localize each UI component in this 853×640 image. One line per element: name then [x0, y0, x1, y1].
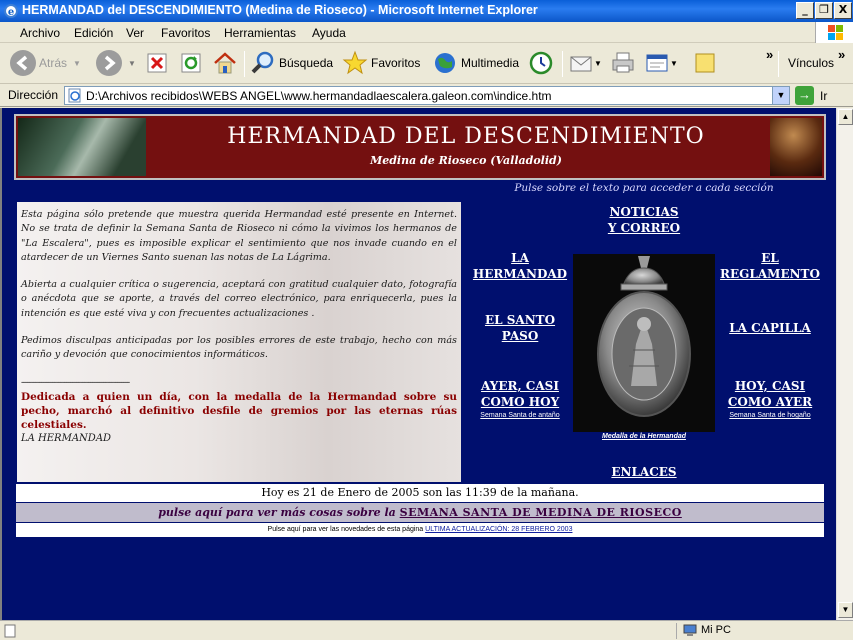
hands-image — [18, 118, 146, 176]
toolbar — [0, 43, 853, 84]
semana-santa-link[interactable] — [16, 503, 824, 522]
nav-santo-paso-line2: PASO — [501, 329, 539, 343]
toolbar-separator — [244, 51, 245, 77]
mail-dropdown-icon[interactable]: ▼ — [594, 58, 602, 68]
go-button[interactable] — [795, 86, 827, 105]
nav-noticias-link[interactable] — [592, 204, 696, 236]
address-url: D:\Archivos recibidos\WEBS ANGEL\www.hermandadlaescalera.galeon.com\indice.htm — [86, 89, 552, 103]
security-zone — [676, 623, 853, 639]
search-label: Búsqueda — [279, 56, 334, 70]
back-dropdown-icon[interactable]: ▼ — [73, 58, 81, 68]
printer-icon — [610, 51, 636, 75]
address-dropdown-icon[interactable]: ▼ — [772, 87, 789, 104]
nav-hoy-line2: COMO AYER — [727, 395, 813, 409]
zone-label: Mi PC — [701, 624, 731, 636]
nav-reglamento-link[interactable] — [718, 250, 822, 282]
back-button[interactable] — [10, 49, 81, 77]
menu-herramientas[interactable]: Herramientas — [224, 26, 297, 40]
home-button[interactable] — [212, 49, 238, 77]
print-button[interactable] — [610, 49, 636, 77]
scroll-down-icon[interactable]: ▼ — [838, 602, 853, 618]
messenger-button[interactable] — [692, 49, 718, 77]
menu-favoritos[interactable]: Favoritos — [161, 26, 211, 40]
nav-ayer-line2: COMO HOY — [480, 395, 560, 409]
note-icon — [692, 50, 718, 76]
history-button[interactable] — [528, 49, 554, 77]
menu-bar — [0, 22, 853, 43]
semana-santa-link-text[interactable]: SEMANA SANTA DE MEDINA DE RIOSECO — [399, 506, 682, 519]
menu-archivo[interactable]: Archivo — [20, 26, 61, 40]
nav-santo-paso-line1: EL SANTO — [484, 313, 556, 327]
menu-ayuda[interactable]: Ayuda — [312, 26, 346, 40]
intro-paragraph-1: Esta página sólo pretende que muestra querida Hermandad esté presente en Internet. No se trata de definir la Semana Santa de Rioseco ni cómo la vivimos los hermanos de "La Escalera", pues es imposible explicar el sentimiento que nos invade cuando en el atardecer de un Viernes Santo suenan las notas de La Lágrima. — [21, 209, 457, 263]
intro-panel — [17, 202, 461, 482]
go-arrow-icon: → — [795, 86, 814, 105]
ie-logo-icon — [3, 3, 19, 19]
page-viewport — [0, 108, 836, 620]
back-arrow-icon — [10, 50, 36, 76]
toolbar-separator — [778, 51, 779, 77]
forward-button[interactable] — [96, 49, 136, 77]
mail-button[interactable] — [568, 49, 602, 77]
medal-image — [573, 254, 715, 432]
edit-button[interactable] — [644, 49, 678, 77]
intro-paragraph-3: Pedimos disculpas anticipadas por los posibles errores de este trabajo, hecho con más cariño y devoción que conocimientos informáticos. — [21, 335, 457, 361]
semana-santa-prefix: pulse aquí para ver más cosas sobre la — [158, 506, 396, 519]
go-label: Ir — [820, 88, 828, 103]
statue-image — [770, 118, 822, 176]
intro-paragraph-2: Abierta a cualquier crítica o sugerencia, aceptará con gratitud cualquier dato, fotografía o anécdota que se aporte, a través del correo electrónico, para enriquecerla, pues la intención es que esté viva y con frecuentes actualizaciones . — [21, 279, 457, 319]
media-label: Multimedia — [461, 56, 520, 70]
toolbar-separator — [562, 51, 563, 77]
dedication-text: Dedicada a quien un día, con la medalla de la Hermandad sobre su pecho, marchó al definitivo desfile de gremios por las eternas rúas celestiales. — [21, 390, 457, 431]
mail-icon — [568, 51, 594, 75]
maximize-button[interactable]: ❐ — [815, 2, 833, 19]
nav-capilla-link[interactable]: LA CAPILLA — [729, 321, 811, 335]
refresh-icon — [180, 52, 202, 74]
history-icon — [528, 50, 554, 76]
forward-arrow-icon — [96, 50, 122, 76]
medal-caption: Medalla de la Hermandad — [601, 433, 687, 440]
nav-hint: Pulse sobre el texto para acceder a cada sección — [514, 182, 774, 194]
minimize-button[interactable]: _ — [796, 2, 814, 19]
nav-hoy-sublink[interactable]: Semana Santa de hogaño — [729, 412, 811, 419]
toolbar-overflow-icon[interactable]: » — [766, 47, 774, 62]
windows-logo-icon — [815, 22, 853, 43]
banner-title: HERMANDAD DEL DESCENDIMIENTO — [227, 124, 705, 149]
nav-hermandad-link[interactable] — [468, 250, 572, 282]
nav-hoy-link[interactable] — [718, 378, 822, 410]
stop-button[interactable] — [146, 49, 168, 77]
address-input[interactable] — [64, 86, 790, 105]
svg-text:e: e — [7, 7, 15, 18]
menu-ver[interactable]: Ver — [126, 26, 145, 40]
refresh-button[interactable] — [180, 49, 202, 77]
nav-ayer-sublink[interactable]: Semana Santa de antaño — [480, 412, 560, 419]
nav-noticias-line1: NOTICIAS — [609, 205, 679, 219]
favorites-label: Favoritos — [371, 56, 421, 70]
search-icon — [250, 50, 276, 76]
nav-hermandad-line1: LA — [511, 251, 529, 265]
window-title: HERMANDAD del DESCENDIMIENTO (Medina de Rioseco) - Microsoft Internet Explorer — [22, 3, 538, 17]
nav-ayer-line1: AYER, CASI — [481, 379, 559, 393]
forward-dropdown-icon[interactable]: ▼ — [128, 58, 136, 68]
intro-divider: ----------------------------------------------------- — [21, 377, 130, 388]
media-button[interactable] — [432, 49, 519, 77]
vertical-scrollbar[interactable] — [836, 108, 853, 620]
links-overflow-icon[interactable]: » — [838, 47, 846, 62]
edit-dropdown-icon[interactable]: ▼ — [670, 58, 678, 68]
nav-noticias-line2: Y CORREO — [607, 221, 681, 235]
search-button[interactable] — [250, 49, 333, 77]
globe-media-icon — [432, 50, 458, 76]
edit-page-icon — [644, 51, 670, 75]
favorites-button[interactable] — [342, 49, 420, 77]
nav-hermandad-line2: HERMANDAD — [472, 267, 568, 281]
home-icon — [212, 51, 238, 75]
nav-santo-paso-link[interactable] — [468, 312, 572, 344]
scroll-up-icon[interactable]: ▲ — [838, 109, 853, 125]
page-icon — [67, 88, 83, 103]
title-bar — [0, 0, 853, 22]
computer-icon — [683, 624, 697, 637]
star-icon — [342, 50, 368, 76]
date-bar: Hoy es 21 de Enero de 2005 son las 11:39 de la mañana. — [16, 484, 824, 502]
stop-icon — [146, 52, 168, 74]
page-banner — [14, 114, 826, 180]
back-label: Atrás — [39, 56, 68, 70]
nav-reglamento-line2: REGLAMENTO — [720, 267, 820, 281]
links-label[interactable]: Vínculos — [788, 56, 835, 70]
status-bar — [0, 620, 853, 640]
nav-hoy-line1: HOY, CASI — [734, 379, 806, 393]
update-link[interactable]: ULTIMA ACTUALIZACIÓN: 28 FEBRERO 2003 — [425, 526, 573, 533]
nav-enlaces-link[interactable]: ENLACES — [611, 465, 677, 479]
menu-edicion[interactable]: Edición — [74, 26, 114, 40]
close-button[interactable]: X — [834, 2, 852, 19]
update-bar — [16, 523, 824, 537]
page-status-icon — [4, 624, 18, 638]
nav-reglamento-line1: EL — [761, 251, 779, 265]
banner-subtitle: Medina de Rioseco (Valladolid) — [370, 154, 562, 167]
address-label: Dirección — [8, 88, 59, 102]
signature-text: LA HERMANDAD — [21, 432, 112, 444]
nav-ayer-link[interactable] — [468, 378, 572, 410]
update-prefix: Pulse aquí para ver las novedades de esta página — [267, 526, 424, 533]
address-bar — [0, 84, 853, 107]
